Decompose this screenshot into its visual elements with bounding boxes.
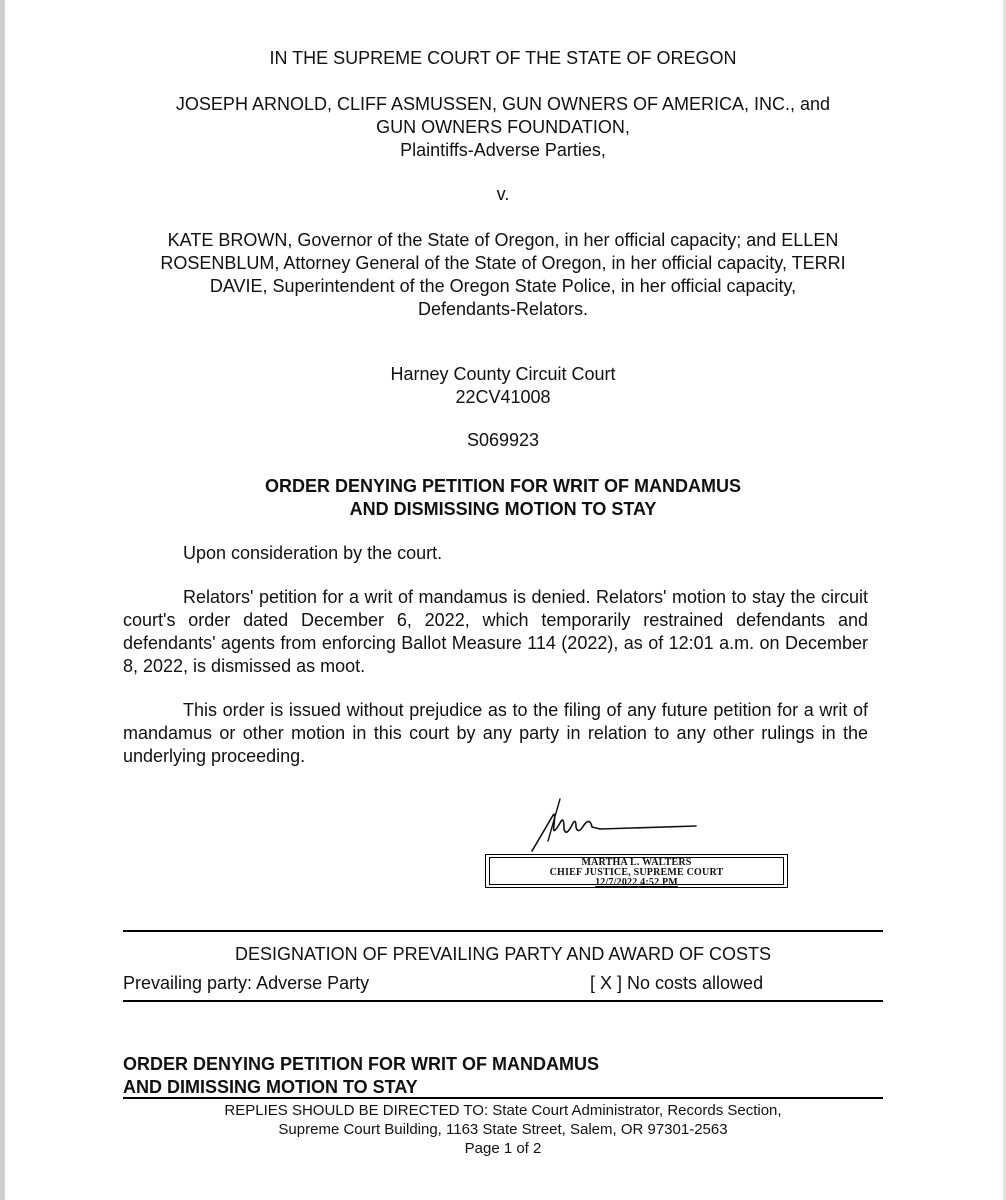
lower-court-name: Harney County Circuit Court — [390, 364, 616, 384]
costs-bottom-rule — [123, 1000, 883, 1002]
plaintiffs-role: Plaintiffs-Adverse Parties, — [400, 140, 606, 160]
defendants-line-1: KATE BROWN, Governor of the State of Oregon, in her official capacity; and ELLEN — [167, 230, 839, 250]
costs-heading: DESIGNATION OF PREVAILING PARTY AND AWARD OF COSTS — [234, 944, 772, 964]
versus: v. — [496, 184, 510, 204]
signer-name: MARTHA L. WALTERS — [581, 857, 692, 868]
costs-top-rule — [123, 930, 883, 932]
footer-rule — [123, 1097, 883, 1099]
page-number: Page 1 of 2 — [464, 1140, 542, 1157]
paragraph-ruling-text: Relators' petition for a writ of mandamus is denied. Relators' motion to stay the circuit court's order dated December 6, 2022, which temporarily restrained defendants and defendants' agents from enforcing Ballot Measure 114 (2022), as of 12:01 a.m. on December 8, 2022, is dismissed as moot. — [123, 587, 868, 676]
order-title-line-2: AND DISMISSING MOTION TO STAY — [349, 499, 657, 519]
signer-title: CHIEF JUSTICE, SUPREME COURT — [549, 867, 724, 878]
plaintiffs-line-1: JOSEPH ARNOLD, CLIFF ASMUSSEN, GUN OWNERS OF AMERICA, INC., and — [175, 94, 831, 114]
defendants-line-2: ROSENBLUM, Attorney General of the State of Oregon, in her official capacity, TERRI — [160, 253, 846, 273]
plaintiffs-line-2: GUN OWNERS FOUNDATION, — [376, 117, 630, 137]
paragraph-without-prejudice-text: This order is issued without prejudice as to the filing of any future petition for a writ of mandamus or other motion in this court by any party in relation to any other rulings in the underlying proceeding. — [123, 700, 868, 766]
footer-title-line-1: ORDER DENYING PETITION FOR WRIT OF MANDAMUS — [123, 1054, 599, 1074]
replies-line-2: Supreme Court Building, 1163 State Street, Salem, OR 97301-2563 — [278, 1121, 728, 1138]
replies-line-1: REPLIES SHOULD BE DIRECTED TO: State Court Administrator, Records Section, — [224, 1102, 782, 1119]
court-heading: IN THE SUPREME COURT OF THE STATE OF OREGON — [269, 48, 737, 68]
paragraph-without-prejudice — [123, 699, 868, 768]
defendants-line-3: DAVIE, Superintendent of the Oregon State Police, in her official capacity, — [209, 276, 797, 296]
defendants-role: Defendants-Relators. — [417, 299, 589, 319]
signature-block — [485, 854, 788, 888]
costs-allowed: [ X ] No costs allowed — [590, 973, 764, 993]
order-title-line-1: ORDER DENYING PETITION FOR WRIT OF MANDAMUS — [265, 476, 741, 496]
prevailing-party: Prevailing party: Adverse Party — [123, 973, 370, 993]
docket-number: S069923 — [466, 430, 540, 450]
footer-title-line-2: AND DIMISSING MOTION TO STAY — [123, 1077, 418, 1097]
paragraph-consideration-text: Upon consideration by the court. — [183, 543, 443, 563]
paragraph-consideration — [123, 542, 868, 565]
paragraph-ruling — [123, 586, 868, 678]
lower-court-case-number: 22CV41008 — [455, 387, 551, 407]
signature-datetime: 12/7/2022 4:52 PM — [595, 877, 678, 888]
page-edge-left — [0, 0, 5, 1200]
signature-mark — [530, 795, 700, 855]
